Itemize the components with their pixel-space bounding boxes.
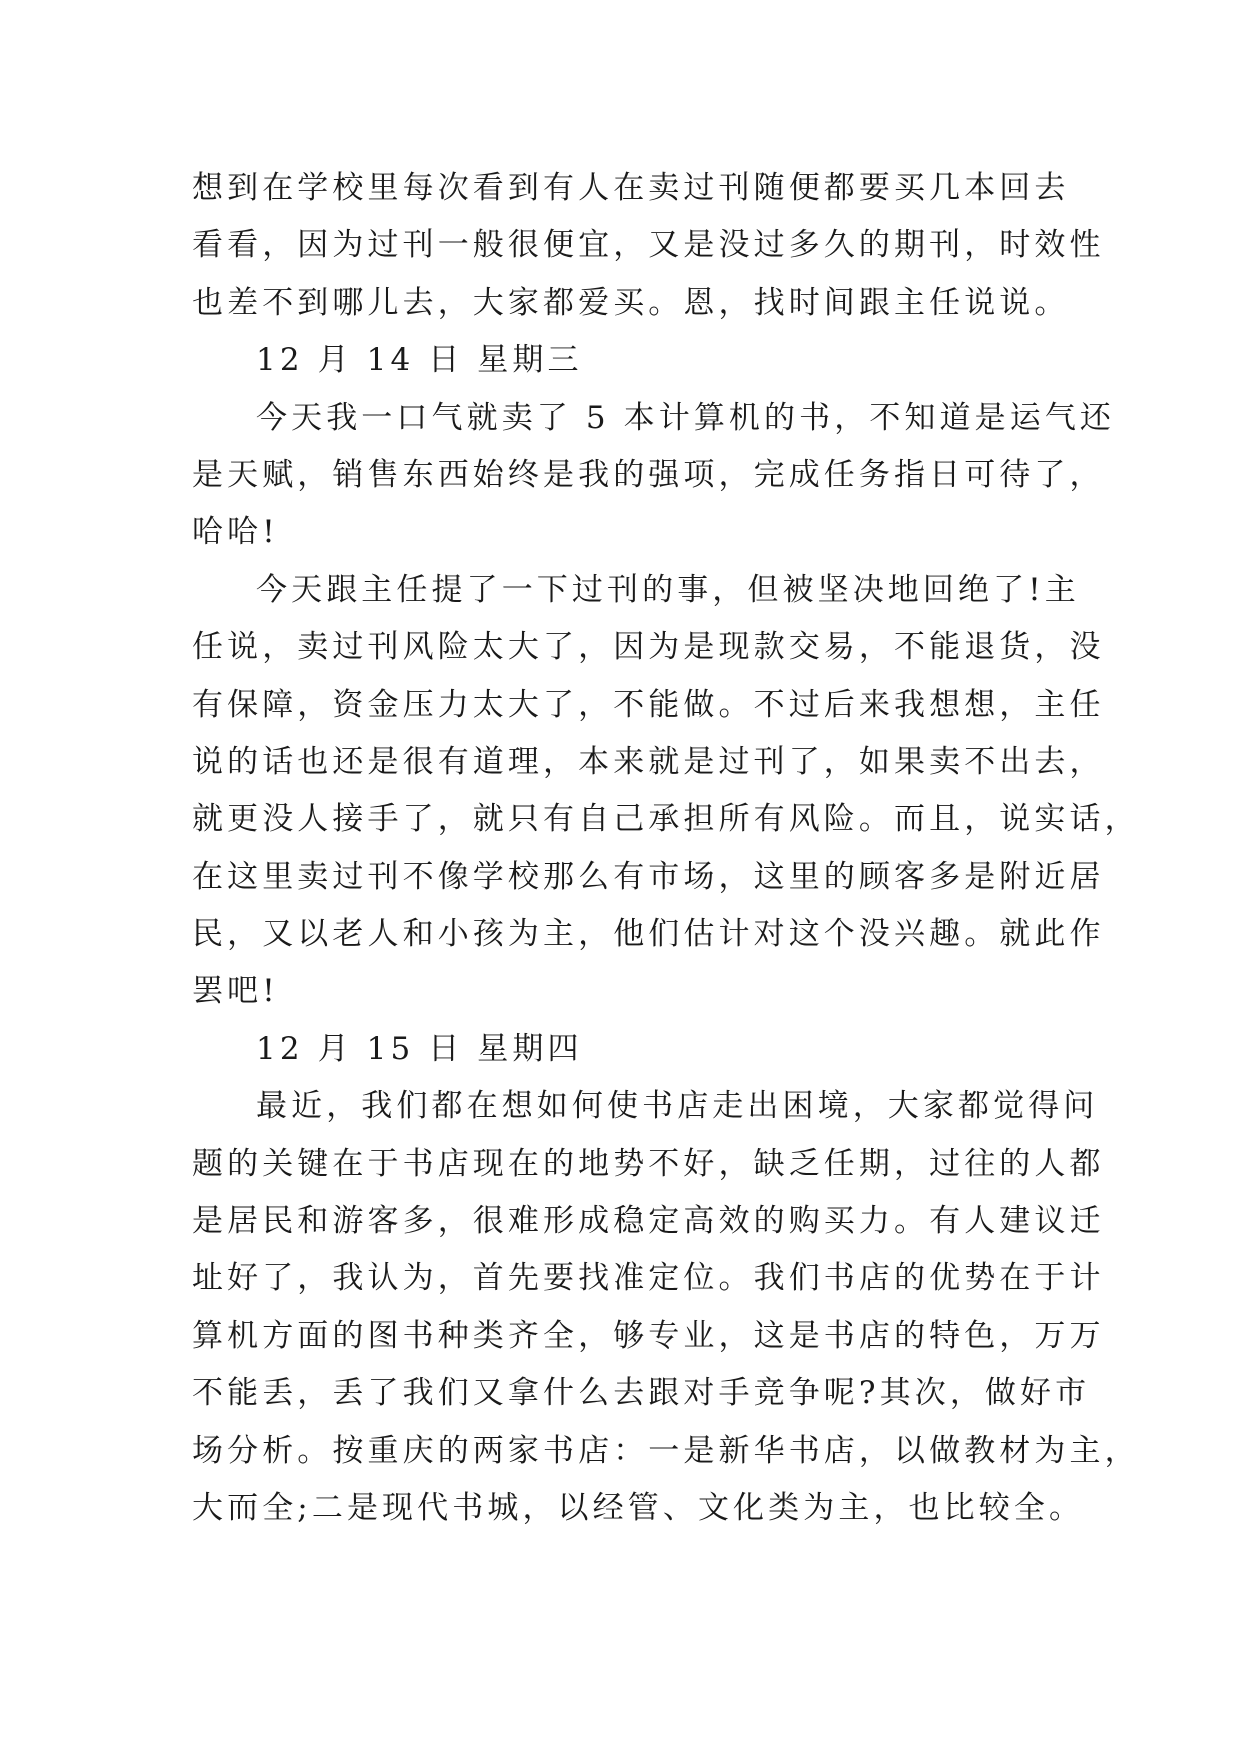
text-line: 址好了，我认为，首先要找准定位。我们书店的优势在于计 bbox=[192, 1260, 1105, 1297]
text-line: 今天跟主任提了一下过刊的事，但被坚决地回绝了!主 bbox=[256, 571, 1080, 608]
date-heading: 12 月 15 日 星期四 bbox=[256, 1030, 583, 1067]
text-line: 有保障，资金压力太大了，不能做。不过后来我想想，主任 bbox=[192, 686, 1105, 723]
text-line: 任说，卖过刊风险太大了，因为是现款交易，不能退货，没 bbox=[192, 629, 1105, 666]
text-line: 不能丢，丢了我们又拿什么去跟对手竞争呢?其次，做好市 bbox=[192, 1375, 1091, 1412]
text-line: 是居民和游客多，很难形成稳定高效的购买力。有人建议迁 bbox=[192, 1203, 1105, 1240]
text-line: 罢吧! bbox=[192, 973, 279, 1010]
text-line: 哈哈! bbox=[192, 514, 279, 551]
text-line: 民，又以老人和小孩为主，他们估计对这个没兴趣。就此作 bbox=[192, 916, 1105, 953]
document-body bbox=[192, 160, 1140, 1537]
text-line: 就更没人接手了，就只有自己承担所有风险。而且，说实话， bbox=[192, 801, 1140, 838]
text-line: 在这里卖过刊不像学校那么有市场，这里的顾客多是附近居 bbox=[192, 858, 1105, 895]
text-line: 想到在学校里每次看到有人在卖过刊随便都要买几本回去 bbox=[192, 170, 1070, 206]
text-line: 说的话也还是很有道理，本来就是过刊了，如果卖不出去， bbox=[192, 743, 1105, 780]
text-line: 今天我一口气就卖了 5 本计算机的书，不知道是运气还 bbox=[256, 399, 1116, 436]
text-line: 场分析。按重庆的两家书店：一是新华书店，以做教材为主， bbox=[192, 1432, 1140, 1469]
text-line: 大而全;二是现代书城，以经管、文化类为主，也比较全。 bbox=[192, 1489, 1085, 1526]
text-line: 看看，因为过刊一般很便宜，又是没过多久的期刊，时效性 bbox=[192, 227, 1105, 264]
text-line: 算机方面的图书种类齐全，够专业，这是书店的特色，万万 bbox=[192, 1317, 1105, 1354]
text-line: 题的关键在于书店现在的地势不好，缺乏任期，过往的人都 bbox=[192, 1145, 1105, 1182]
text-line: 是天赋，销售东西始终是我的强项，完成任务指日可待了， bbox=[192, 456, 1105, 493]
date-heading: 12 月 14 日 星期三 bbox=[256, 342, 583, 379]
text-line: 也差不到哪儿去，大家都爱买。恩，找时间跟主任说说。 bbox=[192, 284, 1070, 321]
text-line: 最近，我们都在想如何使书店走出困境，大家都觉得问 bbox=[256, 1088, 1099, 1125]
